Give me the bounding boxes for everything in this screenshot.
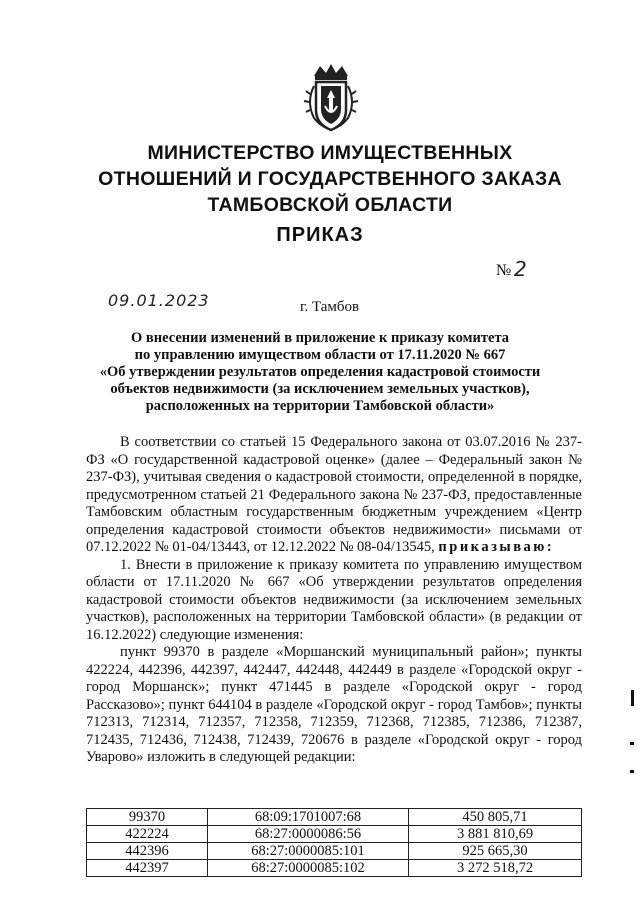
cadastral-value-cell: 3 881 810,69 <box>409 826 582 843</box>
cadastral-value-cell: 925 665,30 <box>409 843 582 860</box>
ministry-line: ОТНОШЕНИЙ И ГОСУДАРСТВЕННОГО ЗАКАЗА <box>98 168 562 190</box>
cadastral-value-cell: 3 272 518,72 <box>409 860 582 877</box>
cadastral-number-cell: 68:27:0000086:56 <box>208 826 409 843</box>
scan-mark <box>631 690 634 706</box>
order-number-label: № <box>496 262 512 279</box>
order-body <box>86 434 582 767</box>
ministry-name <box>60 140 600 218</box>
city: г. Тамбов <box>300 299 360 315</box>
ministry-line: МИНИСТЕРСТВО ИМУЩЕСТВЕННЫХ <box>147 142 513 164</box>
title-line: объектов недвижимости (за исключением земельных участков), <box>110 381 530 397</box>
preamble-text: В соответствии со статьей 15 Федерального закона от 03.07.2016 № 237-ФЗ «О государственной кадастровой оценке» (далее – Федеральный закон № 237-ФЗ), учитывая сведения о кадастровой стоимости, определенной в порядке, предусмотренном статьей 21 Федерального закона № 237-ФЗ, предоставленные Тамбовским областным государственным бюджетным учреждением «Центр определения кадастровой стоимости объектов недвижимости» письмами от 07.12.2022 № 01-04/13443, от 12.12.2022 № 08-04/13545, <box>86 434 582 555</box>
item-number-cell: 442396 <box>87 843 208 860</box>
scan-mark <box>630 742 634 745</box>
preamble-paragraph <box>86 434 582 557</box>
table-row <box>87 843 582 860</box>
cadastral-value-table <box>86 808 582 877</box>
cadastral-value-cell: 450 805,71 <box>409 809 582 826</box>
title-line: по управлению имуществом области от 17.11.2020 № 667 <box>134 347 506 363</box>
items-paragraph: пункт 99370 в разделе «Моршанский муниципальный район»; пункты 422224, 442396, 442397, 442447, 442448, 442449 в разделе «Городской округ - город Моршанск»; пункт 471445 в разделе «Городской округ - город Рассказово»; пункт 644104 в разделе «Городской округ - город Тамбов»; пункты 712313, 712314, 712357, 712358, 712359, 712368, 712385, 712386, 712387, 712435, 712436, 712438, 712439, 720676 в разделе «Городской округ - город Уварово» изложить в следующей редакции: <box>86 644 582 765</box>
cadastral-number-cell: 68:27:0000085:101 <box>208 843 409 860</box>
scan-mark <box>630 770 634 773</box>
tambov-coat-of-arms-icon <box>300 62 362 134</box>
item-number-cell: 442397 <box>87 860 208 877</box>
order-date-handwritten: 09.01.2023 <box>108 291 210 310</box>
order-word: приказываю: <box>438 539 555 555</box>
table-row <box>87 826 582 843</box>
table-row <box>87 860 582 877</box>
table-row <box>87 809 582 826</box>
clause-1-paragraph: 1. Внести в приложение к приказу комитета по управлению имуществом области от 17.11.2020 № 667 «Об утверждении результатов определения кадастровой стоимости объектов недвижимости (за исключением земельных участков), расположенных на территории Тамбовской области» (в редакции от 16.12.2022) следующие изменения: <box>86 556 582 643</box>
title-line: «Об утверждении результатов определения кадастровой стоимости <box>99 364 541 380</box>
cadastral-number-cell: 68:09:1701007:68 <box>208 809 409 826</box>
cadastral-number-cell: 68:27:0000085:102 <box>208 860 409 877</box>
order-number-handwritten: 2 <box>514 257 527 281</box>
ministry-line: ТАМБОВСКОЙ ОБЛАСТИ <box>207 194 453 216</box>
item-number-cell: 422224 <box>87 826 208 843</box>
document-type: ПРИКАЗ <box>276 224 364 246</box>
title-line: расположенных на территории Тамбовской области» <box>145 398 495 414</box>
item-number-cell: 99370 <box>87 809 208 826</box>
order-title <box>80 330 560 415</box>
title-line: О внесении изменений в приложение к приказу комитета <box>131 330 509 346</box>
